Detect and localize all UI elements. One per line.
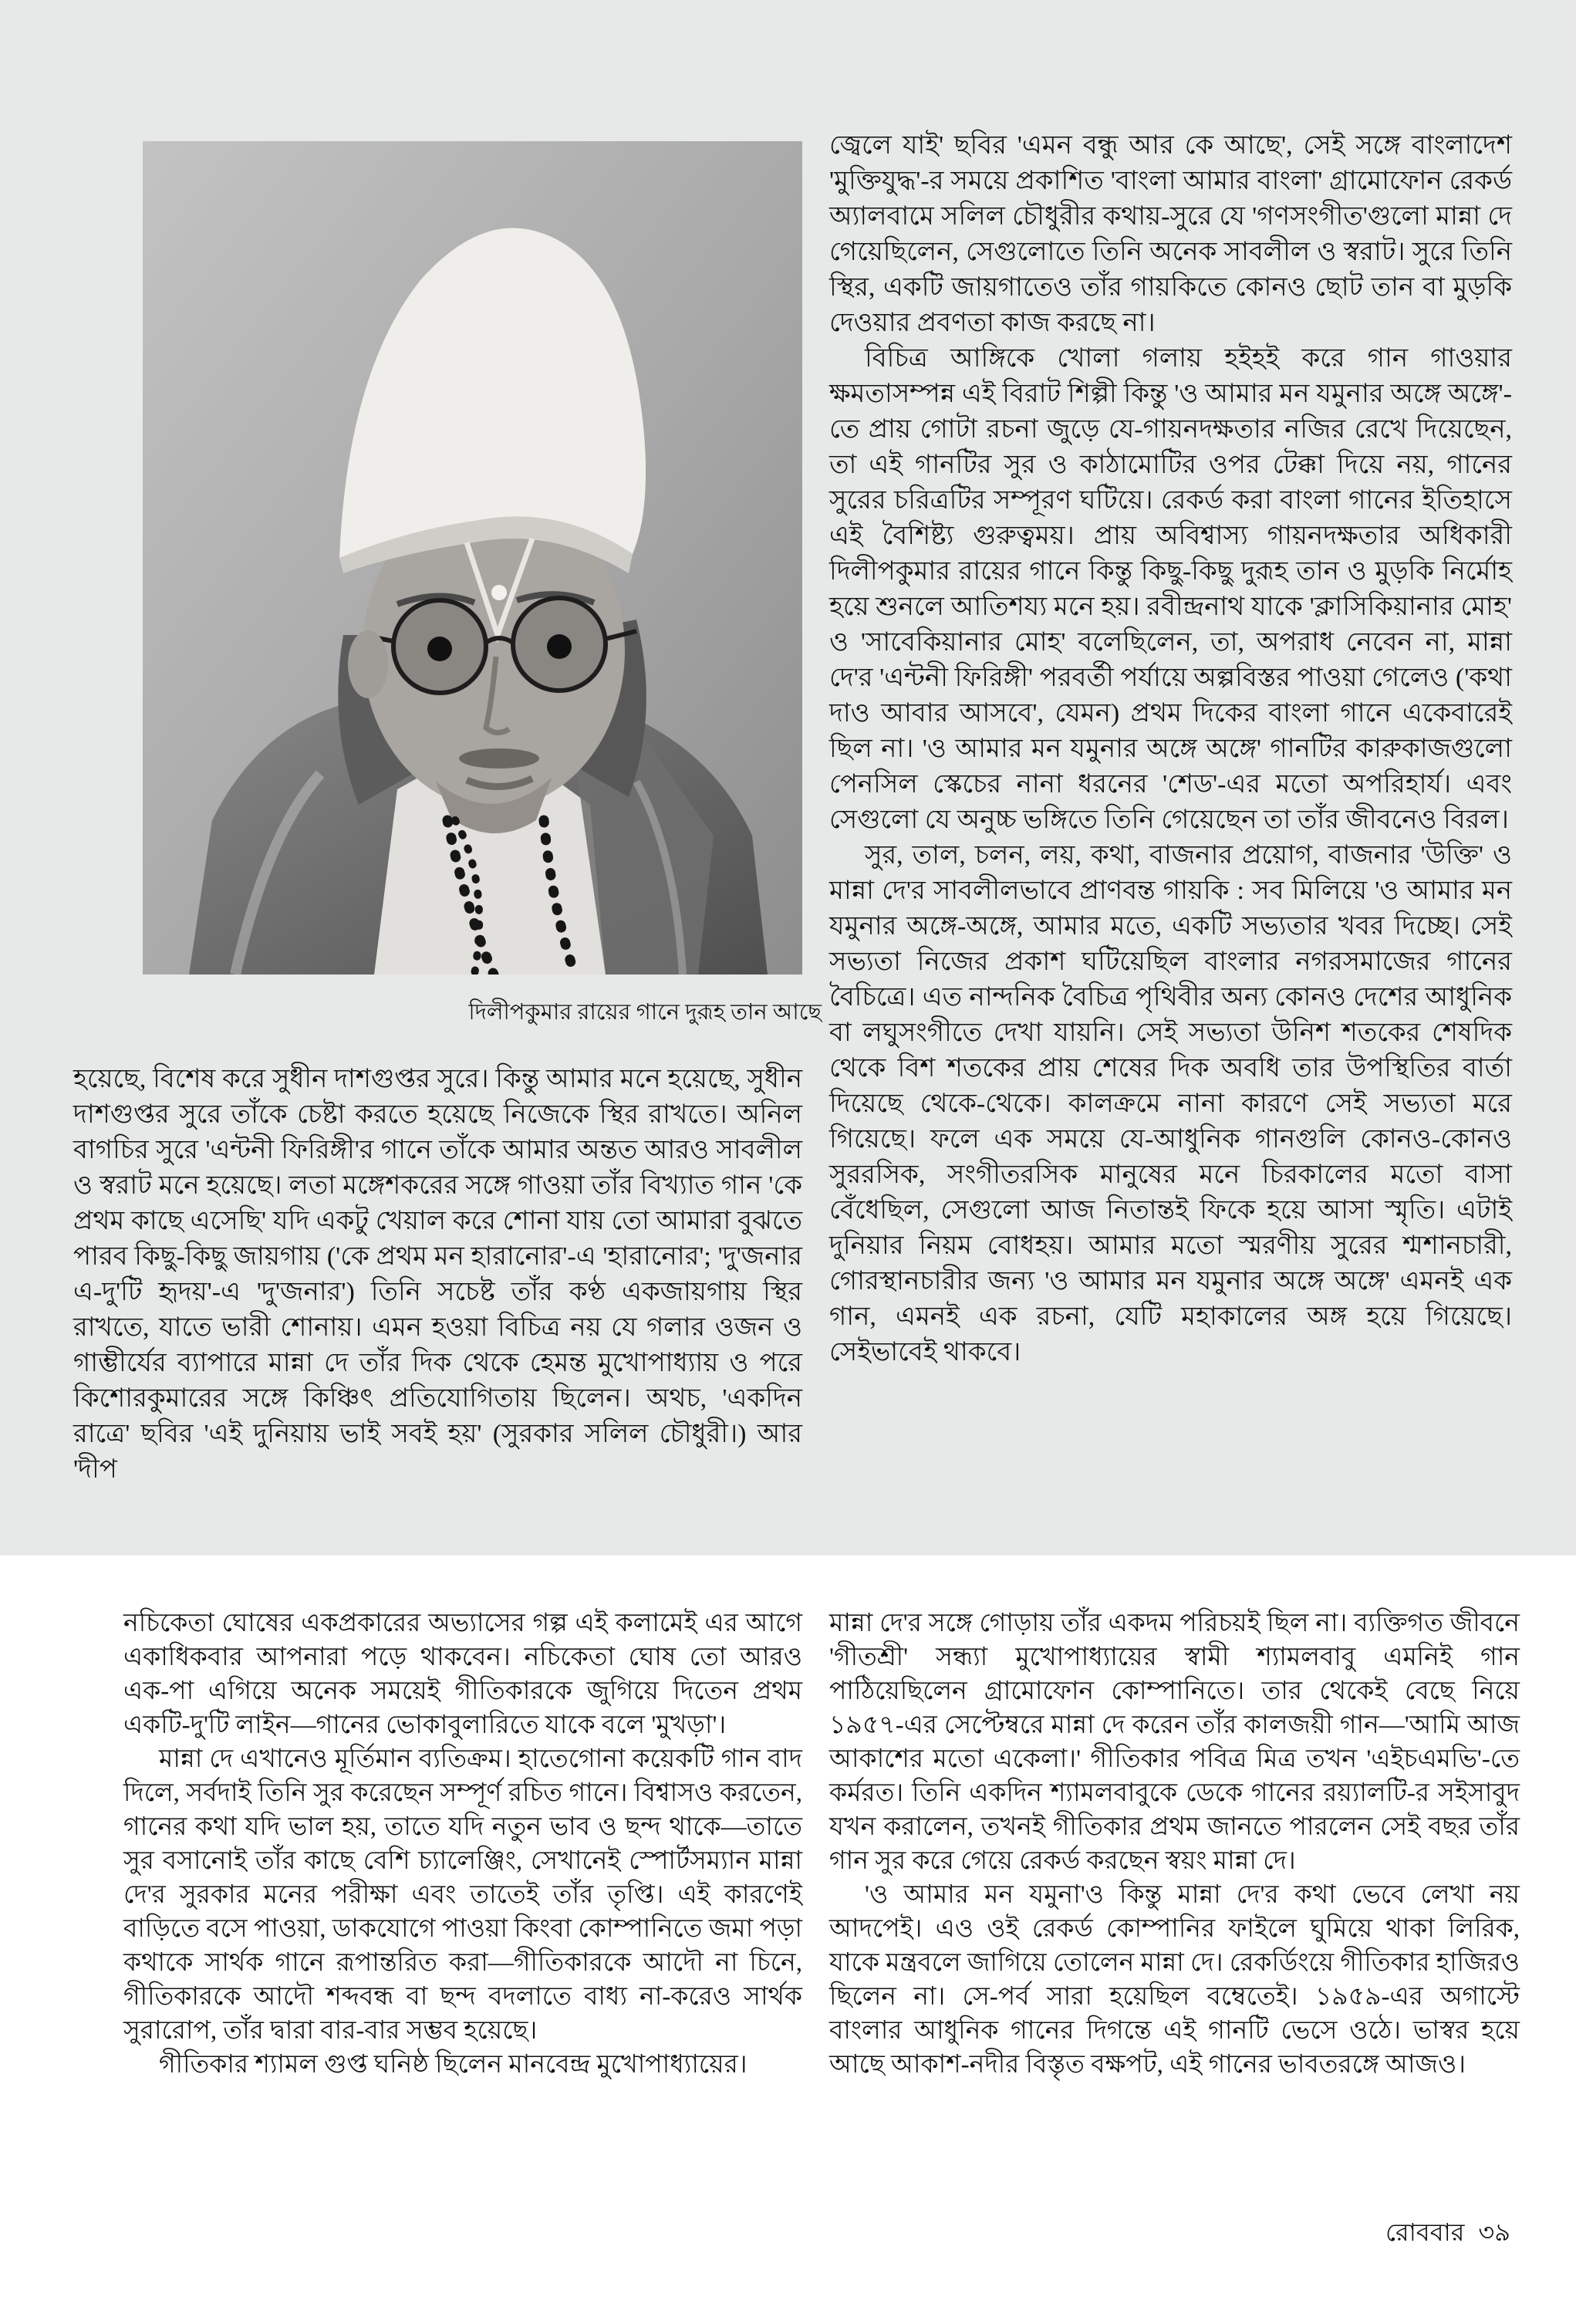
paragraph: সুর, তাল, চলন, লয়, কথা, বাজনার প্রয়োগ, বাজনার 'উক্তি' ও মান্না দে'র সাবলীলভাবে প্রাণবন্ত গায়কি : সব মিলিয়ে 'ও আমার মন যমুনার অঙ্গে-অঙ্গে, আমার মতে, একটি সভ্যতার খবর দিচ্ছে। সেই সভ্যতা নিজের প্রকাশ ঘটিয়েছিল বাংলার নগরসমাজের গানের বৈচিত্রে। এত নান্দনিক বৈচিত্র পৃথিবীর অন্য কোনও দেশের আধুনিক বা লঘুসংগীতে দেখা যায়নি। সেই সভ্যতা উনিশ শতকের শেষদিক থেকে বিশ শতকের প্রায় শেষের দিক অবধি তার উপস্থিতির বার্তা দিয়েছে থেকে-থেকে। কালক্রমে নানা কারণে সেই সভ্যতা মরে গিয়েছে। ফলে এক সময়ে যে-আধুনিক গানগুলি কোনও-কোনও সুররসিক, সংগীতরসিক মানুষের মনে চিরকালের মতো বাসা বেঁধেছিল, সেগুলো আজ নিতান্তই ফিকে হয়ে আসা স্মৃতি। এটাই দুনিয়ার নিয়ম বোধহয়। আমার মতো স্মরণীয় সুরের শ্মশানচারী, গোরস্থানচারীর জন্য 'ও আমার মন যমুনার অঙ্গে অঙ্গে' এমনই এক গান, এমনই এক রচনা, যেটি মহাকালের অঙ্গ হয়ে গিয়েছে। সেইভাবেই থাকবে। bbox=[829, 841, 1512, 1366]
ear-left bbox=[348, 630, 388, 698]
portrait-photo bbox=[143, 141, 802, 975]
cap-v-pendant bbox=[491, 585, 507, 600]
mustache bbox=[459, 748, 539, 768]
paragraph: নচিকেতা ঘোষের একপ্রকারের অভ্যাসের গল্প এই কলামেই এর আগে একাধিকবার আপনারা পড়ে থাকবেন। নচিকেতা ঘোষ তো আরও এক-পা এগিয়ে অনেক সময়েই গীতিকারকে জুগিয়ে দিতেন প্রথম একটি-দু'টি লাইন—গানের ভোকাবুলারিতে যাকে বলে 'মুখড়া'। bbox=[123, 1610, 802, 1739]
paragraph: হয়েছে, বিশেষ করে সুধীন দাশগুপ্তর সুরে। কিন্তু আমার মনে হয়েছে, সুধীন দাশগুপ্তর সুরে তাঁকে চেষ্টা করতে হয়েছে নিজেকে স্থির রাখতে। অনিল বাগচির সুরে 'এন্টনী ফিরিঙ্গী'র গানে তাঁকে আমার অন্তত আরও সাবলীল ও স্বরাট মনে হয়েছে। লতা মঙ্গেশকরের সঙ্গে গাওয়া তাঁর বিখ্যাত গান 'কে প্রথম কাছে এসেছি' যদি একটু খেয়াল করে শোনা যায় তো আমারা বুঝতে পারব কিছু-কিছু জায়গায় ('কে প্রথম মন হারানোর'-এ 'হারানোর'; 'দু'জনার এ-দু'টি হৃদয়'-এ 'দু'জনার') তিনি সচেষ্ট তাঁর কণ্ঠ একজায়গায় স্থির রাখতে, যাতে ভারী শোনায়। এমন হওয়া বিচিত্র নয় যে গলার ওজন ও গাম্ভীর্যের ব্যাপারে মান্না দে তাঁর দিক থেকে হেমন্ত মুখোপাধ্যায় ও পরে কিশোরকুমারের সঙ্গে কিঞ্চিৎ প্রতিযোগিতায় ছিলেন। অথচ, 'একদিন রাত্রে' ছবির 'এই দুনিয়ায় ভাই সবই হয়' (সুরকার সলিল চৌধুরী।) আর 'দীপ bbox=[73, 1065, 802, 1484]
paragraph: মান্না দে এখানেও মূর্তিমান ব্যতিক্রম। হাতেগোনা কয়েকটি গান বাদ দিলে, সর্বদাই তিনি সুর করেছেন সম্পূর্ণ রচিত গানে। বিশ্বাসও করতেন, গানের কথা যদি ভাল হয়, তাতে যদি নতুন ভাব ও ছন্দ থাকে—তাতে সুর বসানোই তাঁর কাছে বেশি চ্যালেঞ্জিং, সেখানেই স্পোর্টসম্যান মান্না দে'র সুরকার মনের পরীক্ষা এবং তাতেই তাঁর তৃপ্তি। এই কারণেই বাড়িতে বসে পাওয়া, ডাকযোগে পাওয়া কিংবা কোম্পানিতে জমা পড়া কথাকে সার্থক গানে রূপান্তরিত করা—গীতিকারকে আদৌ না চিনে, গীতিকারকে আদৌ শব্দবন্ধ বা ছন্দ বদলাতে বাধ্য না-করেও সার্থক সুরারোপ, তাঁর দ্বারা বার-বার সম্ভব হয়েছে। bbox=[123, 1745, 802, 2045]
column-bottom-left bbox=[123, 1606, 802, 2082]
paragraph: বিচিত্র আঙ্গিকে খোলা গলায় হইহই করে গান গাওয়ার ক্ষমতাসম্পন্ন এই বিরাট শিল্পী কিন্তু 'ও আমার মন যমুনার অঙ্গে অঙ্গে'-তে প্রায় গোটা রচনা জুড়ে যে-গায়নদক্ষতার নজির রেখে দিয়েছেন, তা এই গানটির সুর ও কাঠামোটির ওপর টেক্কা দিয়ে নয়, গানের সুরের চরিত্রটির সম্পূরণ ঘটিয়ে। রেকর্ড করা বাংলা গানের ইতিহাসে এই বৈশিষ্ট্য গুরুত্বময়। প্রায় অবিশ্বাস্য গায়নদক্ষতার অধিকারী দিলীপকুমার রায়ের গানে কিন্তু কিছু-কিছু দুরূহ তান ও মুড়কি নির্মোহ হয়ে শুনলে আতিশয্য মনে হয়। রবীন্দ্রনাথ যাকে 'ক্লাসিকিয়ানার মোহ' ও 'সাবেকিয়ানার মোহ' বলেছিলেন, তা, অপরাধ নেবেন না, মান্না দে'র 'এন্টনী ফিরিঙ্গী' পরবর্তী পর্যায়ে অল্পবিস্তর পাওয়া গেলেও ('কথা দাও আবার আসবে', যেমন) প্রথম দিকের বাংলা গানে একেবারেই ছিল না। 'ও আমার মন যমুনার অঙ্গে অঙ্গে' গানটির কারুকাজগুলো পেনসিল স্কেচের নানা ধরনের 'শেড'-এর মতো অপরিহার্য। এবং সেগুলো যে অনুচ্চ ভঙ্গিতে তিনি গেয়েছেন তা তাঁর জীবনেও বিরল। bbox=[829, 344, 1512, 834]
paragraph: জ্বেলে যাই' ছবির 'এমন বন্ধু আর কে আছে', সেই সঙ্গে বাংলাদেশ 'মুক্তিযুদ্ধ'-র সময়ে প্রকাশিত 'বাংলা আমার বাংলা' গ্রামোফোন রেকর্ড অ্যালবামে সলিল চৌধুরীর কথায়-সুরে যে 'গণসংগীত'গুলো মান্না দে গেয়েছিলেন, সেগুলোতে তিনি অনেক সাবলীল ও স্বরাট। সুরে তিনি স্থির, একটি জায়গাতেও তাঁর গায়কিতে কোনও ছোট তান বা মুড়কি দেওয়ার প্রবণতা কাজ করছে না। bbox=[829, 131, 1512, 337]
page-footer bbox=[1385, 2213, 1510, 2255]
paragraph: মান্না দে'র সঙ্গে গোড়ায় তাঁর একদম পরিচয়ই ছিল না। ব্যক্তিগত জীবনে 'গীতশ্রী' সন্ধ্যা মুখোপাধ্যায়ের স্বামী শ্যামলবাবু এমনিই গান পাঠিয়েছিলেন গ্রামোফোন কোম্পানিতে। তার থেকেই বেছে নিয়ে ১৯৫৭-এর সেপ্টেম্বরে মান্না দে করেন তাঁর কালজয়ী গান—'আমি আজ আকাশের মতো একেলা।' গীতিকার পবিত্র মিত্র তখন 'এইচএমভি'-তে কর্মরত। তিনি একদিন শ্যামলবাবুকে ডেকে গানের রয়্যালটি-র সইসাবুদ যখন করালেন, তখনই গীতিকার প্রথম জানতে পারলেন সেই বছর তাঁর গান সুর করে গেয়ে রেকর্ড করছেন স্বয়ং মান্না দে। bbox=[829, 1610, 1520, 1875]
column-top-left bbox=[73, 1062, 802, 1488]
paragraph: 'ও আমার মন যমুনা'ও কিন্তু মান্না দে'র কথা ভেবে লেখা নয় আদপেই। এও ওই রেকর্ড কোম্পানির ফাইলে ঘুমিয়ে থাকা লিরিক, যাকে মন্ত্রবলে জাগিয়ে তোলেন মান্না দে। রেকর্ডিংয়ে গীতিকার হাজিরও ছিলেন না। সে-পর্ব সারা হয়েছিল বম্বেতেই। ১৯৫৯-এর অগাস্টে বাংলার আধুনিক গানের দিগন্তে এই গানটি ভেসে ওঠে। ভাস্বর হয়ে আছে আকাশ-নদীর বিস্তৃত বক্ষপট, এই গানের ভাবতরঙ্গে আজও। bbox=[829, 1881, 1520, 2079]
column-bottom-right bbox=[829, 1606, 1520, 2082]
page-number: ৩৯ bbox=[1478, 2218, 1510, 2246]
paragraph: গীতিকার শ্যামল গুপ্ত ঘনিষ্ঠ ছিলেন মানবেন্দ্র মুখোপাধ্যায়ের। bbox=[159, 2051, 748, 2079]
magazine-name: রোববার bbox=[1385, 2218, 1465, 2246]
photo-caption: দিলীপকুমার রায়ের গানে দুরূহ তান আছে bbox=[468, 1000, 822, 1025]
column-top-right bbox=[829, 128, 1512, 1370]
portrait-photo-art bbox=[143, 141, 802, 975]
